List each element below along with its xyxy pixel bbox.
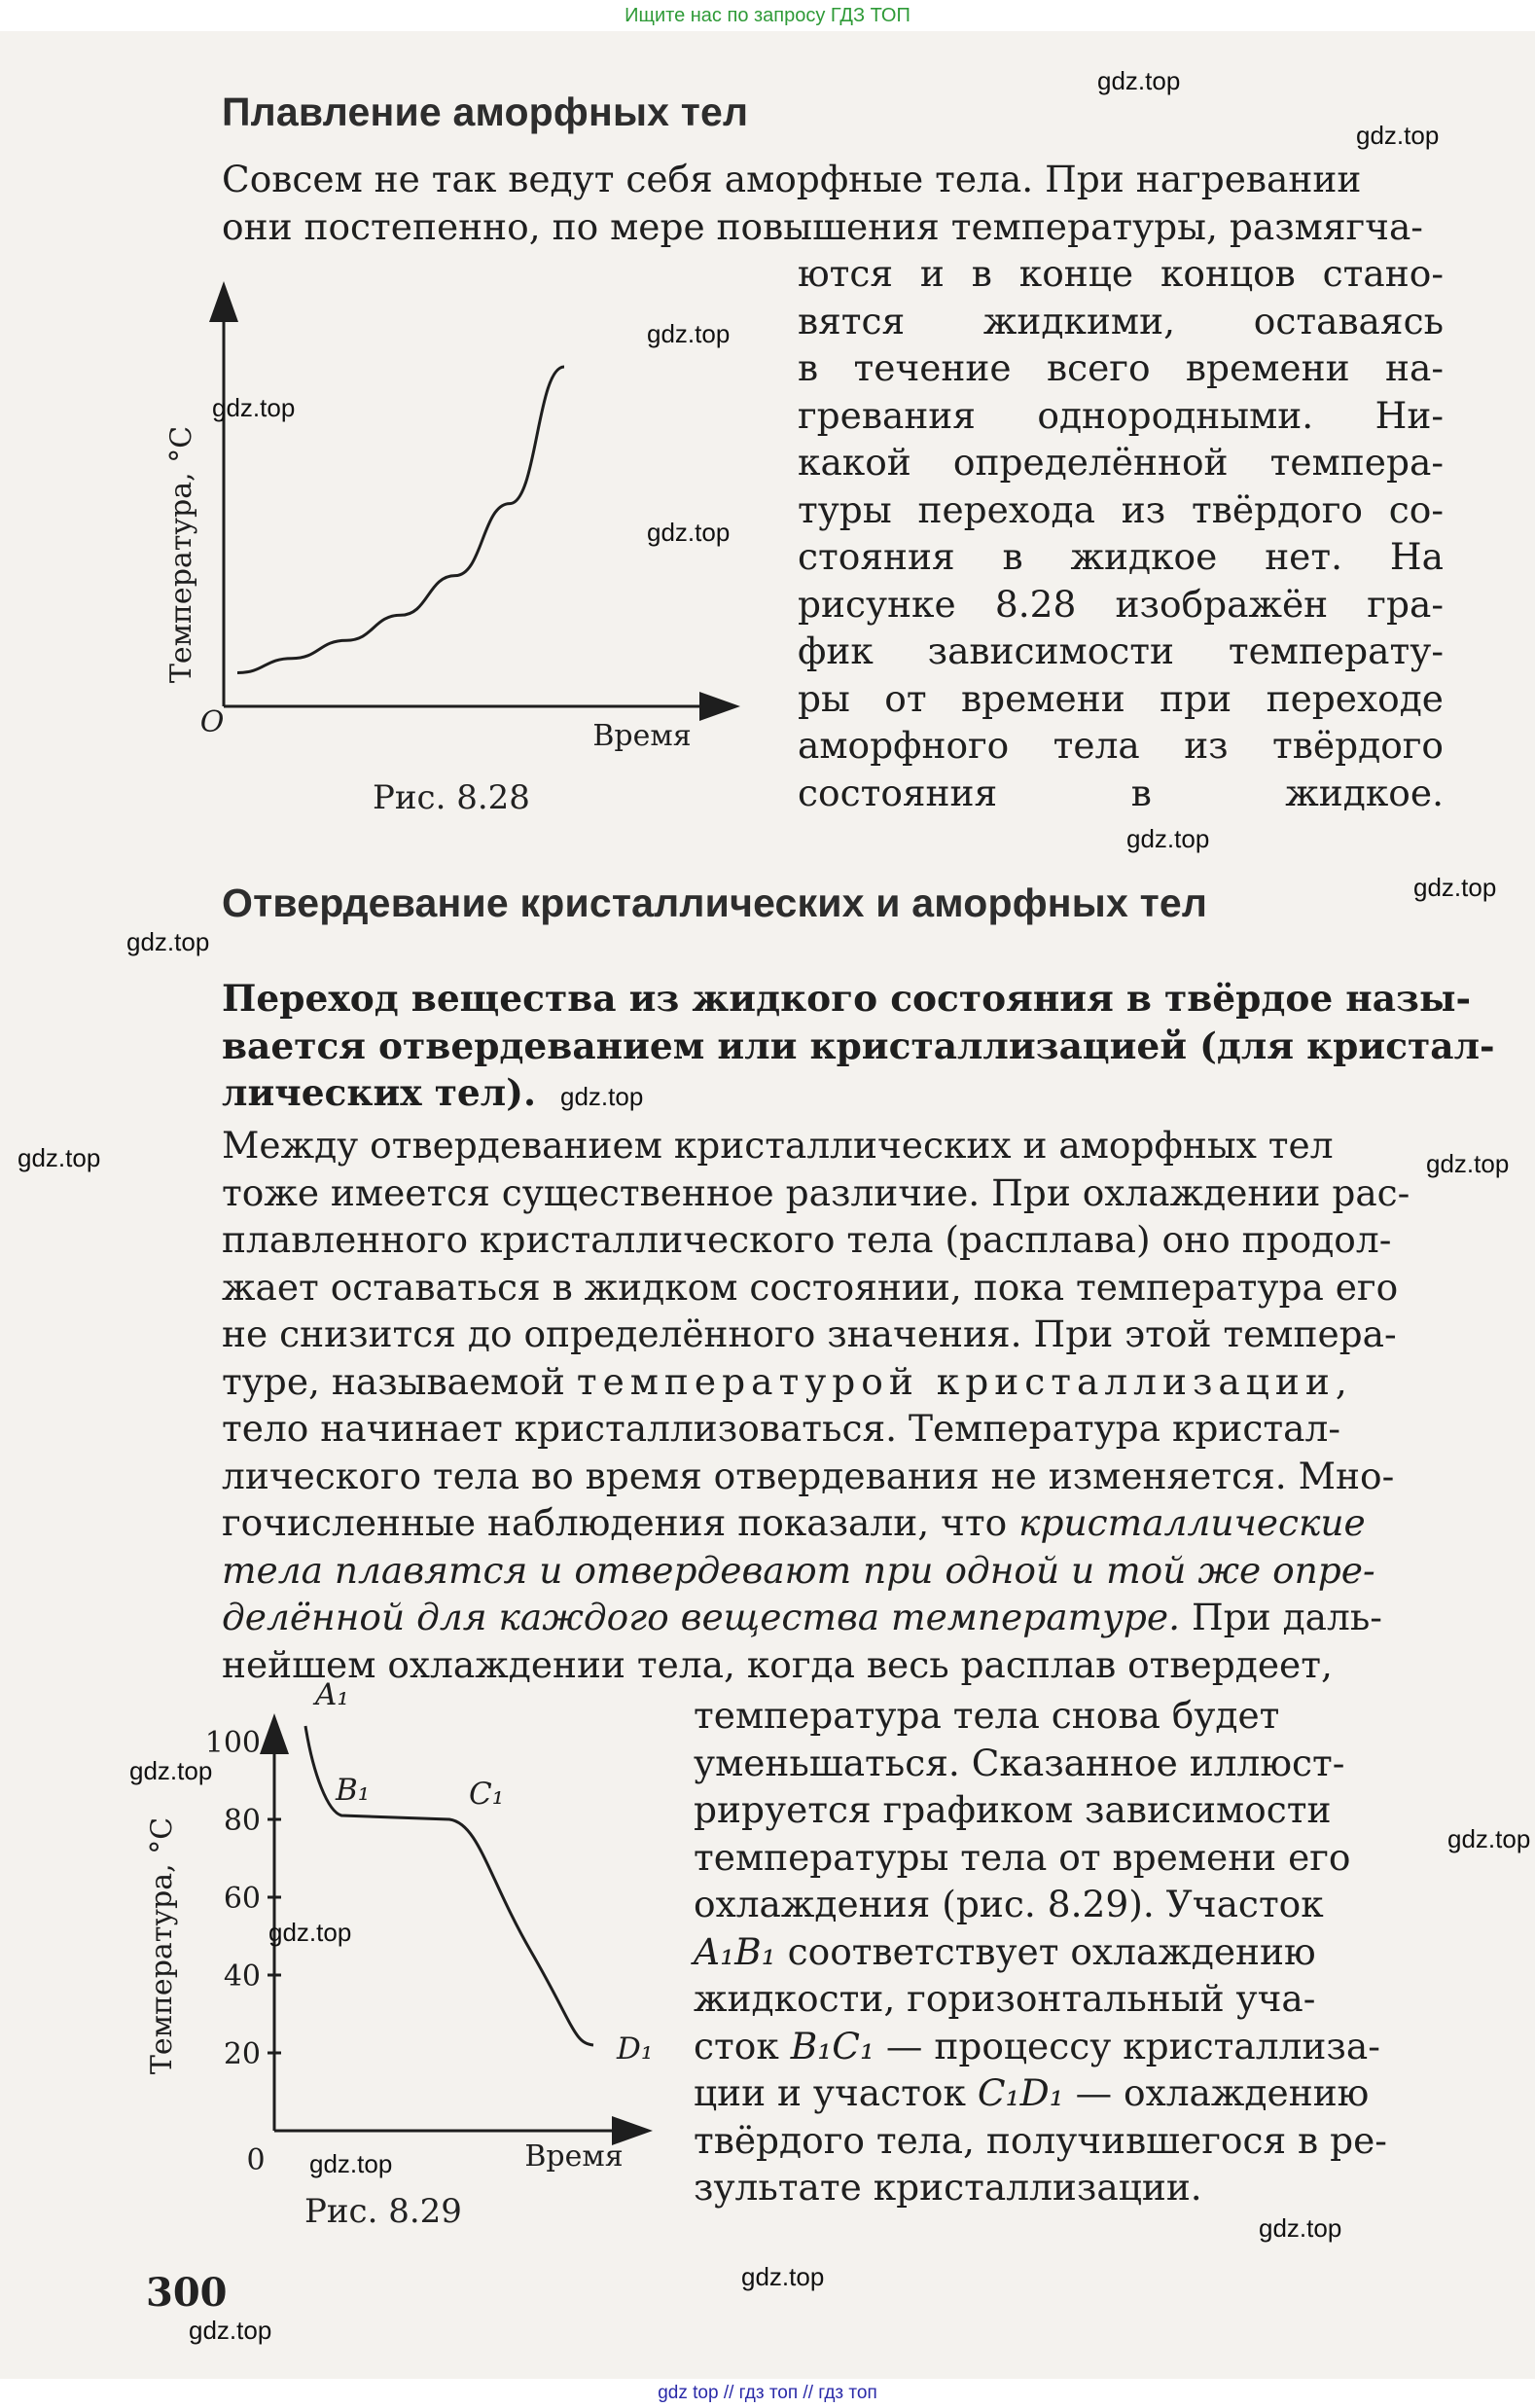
text-line: какой определённой темпера- (798, 441, 1444, 484)
y-tick-label: 80 (223, 1804, 261, 1838)
section1-paragraph-side (798, 250, 1444, 816)
text-fragment: сток (694, 2024, 791, 2067)
watermark: gdz.top (560, 1082, 644, 1111)
figure-8-29-caption: Рис. 8.29 (304, 2192, 462, 2231)
watermark: gdz.top (647, 518, 731, 547)
text-line: уменьшаться. Сказанное иллюст- (694, 1741, 1345, 1784)
watermark: gdz.top (1356, 121, 1440, 150)
watermark: gdz.top (1097, 66, 1181, 95)
text-line: гревания однородными. Ни- (798, 393, 1444, 437)
text-line: жидкости, горизонтальный уча- (694, 1977, 1316, 2020)
segment-c1d1: C₁D₁ (977, 2071, 1064, 2114)
text-line: они постепенно, по мере повышения температуры, размягча- (222, 204, 1423, 248)
x-axis-label: Время (592, 719, 692, 753)
text-line: Переход вещества из жидкого состояния в твёрдое назы- (222, 977, 1472, 1020)
text-line (222, 1594, 1444, 1641)
watermark: gdz.top (1447, 1824, 1531, 1853)
text-line: лических тел). (222, 1071, 537, 1114)
text-line: тела плавятся и отвердевают при одной и той же опре- (222, 1548, 1375, 1592)
text-line: температуры тела от времени его (694, 1835, 1351, 1879)
watermark: gdz.top (647, 319, 731, 348)
text-line: фик зависимости температу- (798, 629, 1444, 672)
y-tick-label: 20 (223, 2037, 261, 2071)
x-axis-label: Время (524, 2139, 624, 2174)
watermark: gdz.top (189, 2316, 272, 2345)
text-fragment: туре, называемой (222, 1359, 577, 1403)
text-fragment: При даль- (1180, 1596, 1382, 1638)
text-line: рисунке 8.28 изображён гра- (798, 582, 1444, 626)
text-line: тоже имеется существенное различие. При охлаждении рас- (222, 1170, 1410, 1214)
text-line: Совсем не так ведут себя аморфные тела. При нагревании (222, 158, 1362, 200)
text-line: в течение всего времени на- (798, 346, 1444, 389)
text-fragment: — процессу кристаллиза- (875, 2024, 1380, 2067)
watermark: gdz.top (1259, 2213, 1342, 2243)
text-line: зультате кристаллизации. (694, 2166, 1202, 2209)
segment-a1b1: A₁B₁ (694, 1929, 776, 1973)
point-label: D₁ (617, 2031, 654, 2067)
text-fragment: соответствует охлаждению (775, 1929, 1316, 1973)
text-line (222, 1499, 1444, 1547)
origin-label: O (199, 705, 225, 739)
text-line: лического тела во время отвердевания не изменяется. Мно- (222, 1454, 1395, 1497)
text-line: туры перехода из твёрдого со- (798, 487, 1444, 531)
text-line: нейшем охлаждении тела, когда весь расплав отвердеет, (222, 1642, 1333, 1686)
watermark: gdz.top (741, 2262, 825, 2291)
y-tick-label: 60 (223, 1882, 261, 1916)
segment-b1c1: B₁C₁ (790, 2024, 875, 2067)
text-line: аморфного тела из твёрдого (798, 724, 1444, 767)
text-fragment: ции и участок (694, 2071, 978, 2114)
italic-fragment: кристаллические (1018, 1501, 1366, 1544)
text-fragment: гочисленные наблюдения показали, что (222, 1501, 1019, 1544)
origin-label: 0 (246, 2143, 266, 2177)
definition-paragraph (222, 975, 1495, 1117)
watermark: gdz.top (309, 2149, 393, 2178)
italic-fragment: делённой для каждого вещества температуре. (222, 1596, 1181, 1638)
text-line: ются и в конце концов стано- (798, 252, 1444, 295)
top-banner[interactable]: Ищите нас по запросу ГДЗ ТОП (0, 0, 1535, 31)
text-line: состояния в жидкое. (798, 771, 1444, 814)
section-title-solidification: Отвердевание кристаллических и аморфных тел (222, 881, 1208, 925)
text-line: температура тела снова будет (694, 1694, 1280, 1737)
watermark: gdz.top (129, 1756, 213, 1785)
watermark: gdz.top (1426, 1149, 1510, 1178)
point-label: A₁ (315, 1677, 349, 1712)
section1-paragraph-full (222, 156, 1444, 250)
text-line: твёрдого тела, получившегося в ре- (694, 2118, 1387, 2162)
text-line (694, 1928, 1444, 1976)
watermark: gdz.top (212, 393, 296, 422)
bottom-banner[interactable]: gdz top // гдз топ // гдз топ (0, 2379, 1535, 2408)
text-line: рируется графиком зависимости (694, 1788, 1332, 1831)
page-number: 300 (146, 2270, 228, 2316)
text-line (222, 1358, 1444, 1406)
text-line: вятся жидкими, оставаясь (798, 299, 1444, 342)
text-line: Между отвердеванием кристаллических и аморфных тел (222, 1124, 1334, 1167)
text-line: вается отвердеванием или кристаллизацией (для кристал- (222, 1024, 1495, 1067)
y-axis-label: Температура, °С (145, 1816, 179, 2075)
watermark: gdz.top (126, 927, 210, 956)
text-line (694, 2069, 1444, 2117)
y-tick-label: 100 (204, 1726, 261, 1760)
text-line: плавленного кристаллического тела (расплава) оно продол- (222, 1218, 1392, 1261)
watermark: gdz.top (268, 1918, 352, 1947)
text-line: жает оставаться в жидком состоянии, пока температура его (222, 1265, 1399, 1309)
watermark: gdz.top (18, 1143, 101, 1172)
term-crystallization-temperature: температурой кристаллизации, (576, 1359, 1353, 1403)
section2-paragraph (222, 1122, 1444, 1688)
figure-8-28-caption: Рис. 8.28 (373, 778, 530, 817)
text-fragment: — охлаждению (1063, 2071, 1370, 2114)
text-line: охлаждения (рис. 8.29). Участок (694, 1883, 1324, 1925)
section-title-melting-amorphous: Плавление аморфных тел (222, 90, 749, 134)
point-label: B₁ (336, 1773, 371, 1808)
section2-side-paragraph (694, 1692, 1444, 2211)
y-tick-label: 40 (223, 1959, 261, 1994)
text-line: тело начинает кристаллизоваться. Температура кристал- (222, 1407, 1340, 1450)
figure-8-29-chart (145, 1677, 691, 2209)
text-line: не снизится до определённого значения. При этой темпера- (222, 1312, 1397, 1355)
watermark: gdz.top (1413, 873, 1497, 902)
watermark: gdz.top (1126, 824, 1210, 853)
text-line: ры от времени при переходе (798, 676, 1444, 720)
y-axis-label: Температура, °С (164, 425, 198, 684)
text-line (694, 2023, 1444, 2070)
point-label: C₁ (469, 1777, 505, 1812)
text-line: стояния в жидкое нет. На (798, 535, 1444, 578)
